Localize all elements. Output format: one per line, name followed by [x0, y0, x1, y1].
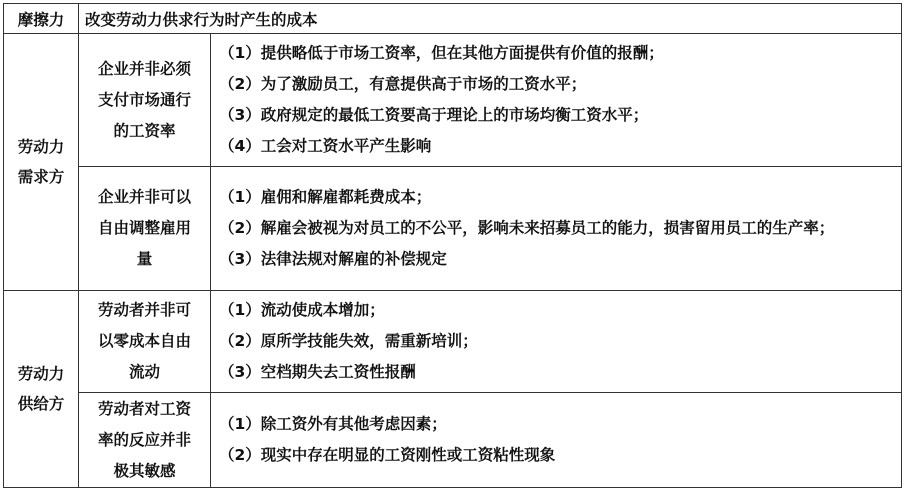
row-label-line: 劳动者对工资 — [97, 399, 191, 418]
list-item: （1）流动使成本增加； — [219, 301, 385, 319]
row-items — [211, 393, 902, 488]
list-item: （1）提供略低于市场工资率，但在其他方面提供有价值的报酬； — [219, 44, 664, 62]
row-label — [79, 34, 211, 167]
row-items — [211, 291, 902, 393]
row-label-line: 劳动者并非可 — [97, 301, 191, 319]
list-item: （2）为了激励员工，有意提供高于市场的工资水平； — [219, 75, 587, 93]
header-definition: 改变劳动力供求行为时产生的成本 — [79, 4, 902, 34]
row-label-line: 流动 — [128, 363, 160, 381]
row-label-line: 自由调整雇用 — [97, 219, 191, 237]
list-item: （2）解雇会被视为对员工的不公平，影响未来招募员工的能力，损害留用员工的生产率； — [219, 219, 835, 237]
row-label-line: 量 — [136, 250, 153, 268]
row-items — [211, 34, 902, 167]
row-label — [79, 291, 211, 393]
side-label-line: 劳动力 — [17, 365, 65, 383]
row-label-line: 企业并非必须 — [97, 59, 191, 78]
row-label — [79, 167, 211, 291]
table-row — [4, 167, 902, 291]
row-items — [211, 167, 902, 291]
row-label-line: 极其敏感 — [113, 461, 176, 480]
friction-table — [3, 3, 902, 488]
row-label — [79, 393, 211, 488]
side-label-demand — [4, 34, 79, 291]
side-label-line: 劳动力 — [17, 138, 65, 156]
row-label-line: 企业并非可以 — [97, 188, 191, 206]
side-label-line: 需求方 — [17, 168, 65, 186]
header-friction: 摩擦力 — [4, 4, 79, 34]
list-item: （1）雇佣和解雇都耗费成本； — [219, 188, 432, 206]
list-item: （1）除工资外有其他考虑因素； — [219, 415, 447, 433]
list-item: （3）空档期失去工资性报酬 — [219, 363, 416, 381]
header-row — [4, 4, 902, 34]
row-label-line: 的工资率 — [113, 121, 176, 140]
list-item: （4）工会对工资水平产生影响 — [219, 137, 432, 155]
table-row — [4, 393, 902, 488]
list-item: （3）政府规定的最低工资要高于理论上的市场均衡工资水平； — [219, 106, 649, 124]
row-label-line: 以零成本自由 — [97, 332, 191, 350]
side-label-supply — [4, 291, 79, 488]
list-item: （3）法律法规对解雇的补偿规定 — [219, 250, 447, 268]
table-row — [4, 291, 902, 393]
list-item: （2）现实中存在明显的工资刚性或工资粘性现象 — [219, 446, 556, 464]
list-item: （2）原所学技能失效，需重新培训； — [219, 332, 478, 350]
row-label-line: 率的反应并非 — [97, 430, 191, 449]
table-row — [4, 34, 902, 167]
side-label-line: 供给方 — [17, 395, 65, 413]
row-label-line: 支付市场通行 — [97, 90, 191, 109]
